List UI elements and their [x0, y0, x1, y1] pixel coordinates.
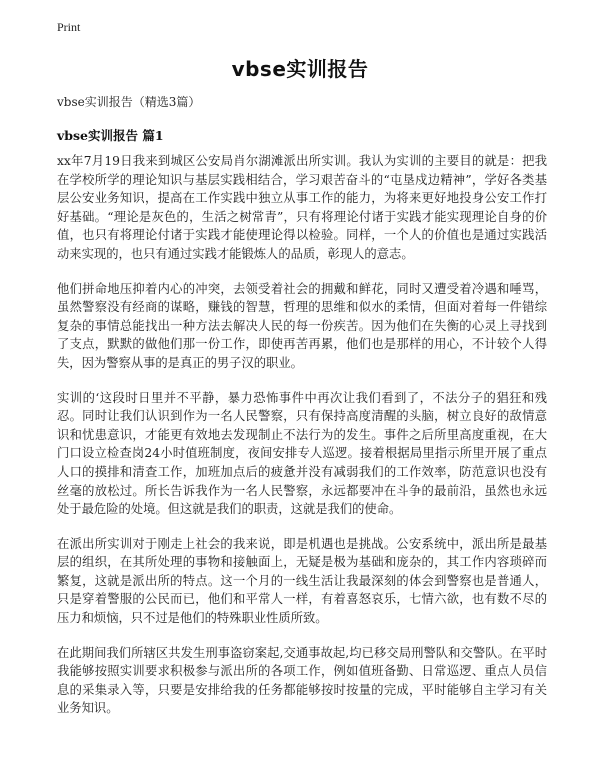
document-title: vbse实训报告 — [231, 57, 369, 81]
paragraph-1: xx年7月19日我来到城区公安局肖尔湖滩派出所实训。我认为实训的主要目的就是：把我在学校所学的理论知识与基层实践相结合，学习艰苦奋斗的“屯垦戍边精神”，学好各类基层公安业务知识，提高在工作实践中独立从事工作的能力，为将来更好地投身公安工作打好基础。“理论是灰色的，生活之树常青”，只有将理论付诸于实践才能实现理论自身的价值，也只有将理论付诸于实践才能使理论得以检验。同样，一个人的价值也是通过实践活动来实现的，也只有通过实践才能锻炼人的品质，彰现人的意志。 — [57, 154, 547, 261]
document-body — [57, 152, 547, 734]
paragraph-4: 在派出所实训对于刚走上社会的我来说，即是机遇也是挑战。公安系统中，派出所是最基层的组织，在其所处理的事物和接触面上，无疑是极为基础和庞杂的，其工作内容琐碎而繁复，这就是派出所的特点。这一个月的一线生活让我最深刻的体会到警察也是普通人，只是穿着警服的公民而已，他们和平常人一样，有着喜怒哀乐，七情六欲，也有数不尽的压力和烦恼，只不过是他们的特殊职业性质所致。 — [57, 536, 547, 626]
section-heading: vbse实训报告 篇1 — [57, 128, 164, 143]
print-link[interactable]: Print — [57, 20, 81, 34]
paragraph-5: 在此期间我们所辖区共发生刑事盗窃案起,交通事故起,均已移交局刑警队和交警队。在平时我能够按照实训要求积极参与派出所的各项工作，例如值班备勤、日常巡逻、重点人员信息的采集录入等，只要是安排给我的任务都能够按时按量的完成，平时能够自主学习有关业务知识。 — [57, 645, 547, 716]
paragraph-3: 实训的‘这段时日里并不平静，暴力恐怖事件中再次让我们看到了，不法分子的猖狂和残忍。同时让我们认识到作为一名人民警察，只有保持高度清醒的头脑，树立良好的敌情意识和忧患意识，才能更有效地去发现制止不法行为的发生。事件之后所里高度重视，在大门口设立检查岗24小时值班制度，夜间安排专人巡逻。接着根据局里指示所里开展了重点人口的摸排和清查工作，加班加点后的疲惫并没有减弱我们的工作效率，防范意识也没有丝毫的放松过。所长告诉我作为一名人民警察，永远都要冲在斗争的最前沿，虽然也永远处于最危险的处境。但这就是我们的职责，这就是我们的使命。 — [57, 390, 547, 517]
paragraph-2: 他们拼命地压抑着内心的冲突，去领受着社会的拥戴和鲜花，同时又遭受着冷遇和唾骂，虽然警察没有经商的谋略，赚钱的智慧，哲理的思维和似水的柔情，但面对着每一件错综复杂的事情总能找出一种方法去解决人民的每一份疾苦。因为他们在失衡的心灵上寻找到了支点，默默的做他们那一份工作，即使再苦再累，他们也是那样的用心，不计较个人得失，因为警察从事的是真正的男子汉的职业。 — [57, 281, 547, 370]
document-subtitle: vbse实训报告（精选3篇） — [57, 95, 201, 109]
